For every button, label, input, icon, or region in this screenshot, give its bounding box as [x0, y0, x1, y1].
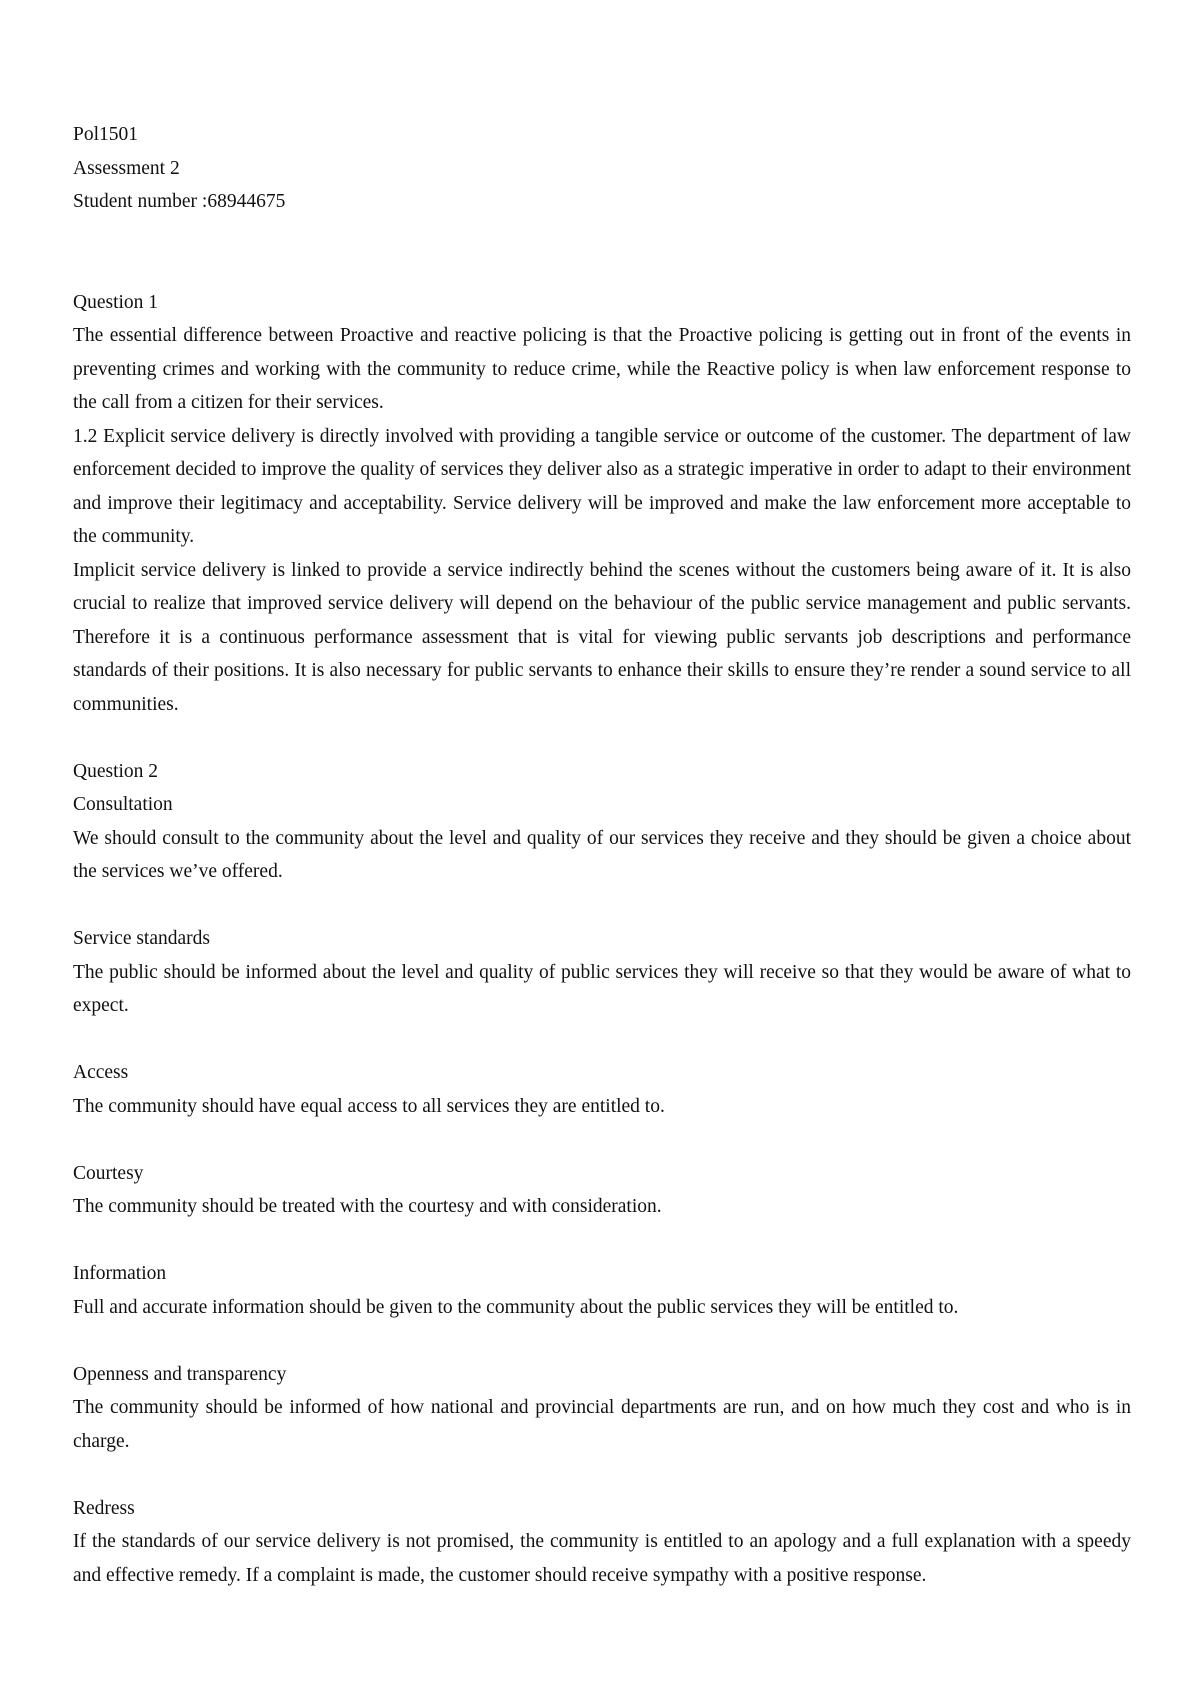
principle-text-consultation: We should consult to the community about the level and quality of our services they receive and they should be given a choice about the services we’ve offered. — [73, 827, 1131, 882]
spacer — [73, 1458, 1131, 1492]
principle-heading-access: Access — [73, 1062, 129, 1083]
principle-heading-service-standards: Service standards — [73, 928, 210, 949]
principle-heading-redress: Redress — [73, 1497, 135, 1519]
principle-text-service-standards: The public should be informed about the level and quality of public services they will receive so that they would be aware of what to expect. — [73, 961, 1131, 1016]
question-1-paragraph-3: Implicit service delivery is linked to provide a service indirectly behind the scenes without the customers being aware of it. It is also crucial to realize that improved service delivery will depend on the behaviour of the public service management and public servants. Therefore it is a continuous performance assessment that is vital for viewing public servants job descriptions and performance standards of their positions. It is also necessary for public servants to enhance their skills to ensure they’re render a sound service to all communities. — [73, 559, 1131, 715]
assessment-title: Assessment 2 — [73, 157, 180, 179]
principle-heading-openness: Openness and transparency — [73, 1363, 287, 1385]
principle-text-information: Full and accurate information should be given to the community about the public services they will be entitled to. — [73, 1296, 959, 1318]
spacer — [73, 889, 1131, 923]
principle-heading-consultation: Consultation — [73, 794, 173, 815]
principle-text-redress: If the standards of our service delivery is not promised, the community is entitled to an apology and a full explanation with a speedy and effective remedy. If a complaint is made, the customer should receive sympathy with a positive response. — [73, 1531, 1131, 1586]
question-1-paragraph-1: The essential difference between Proactive and reactive policing is that the Proactive policing is getting out in front of the events in preventing crimes and working with the community to reduce crime, while the Reactive policy is when law enforcement response to the call from a citizen for their services. — [73, 325, 1131, 413]
course-code: Pol1501 — [73, 124, 139, 145]
principle-heading-courtesy: Courtesy — [73, 1162, 144, 1184]
question-2-title: Question 2 — [73, 760, 159, 782]
spacer — [73, 1123, 1131, 1157]
principle-text-courtesy: The community should be treated with the courtesy and with consideration. — [73, 1196, 662, 1217]
spacer — [73, 1023, 1131, 1057]
question-1-title: Question 1 — [73, 291, 159, 313]
spacer — [73, 721, 1131, 755]
document-page — [73, 118, 1131, 1592]
question-1-paragraph-2: 1.2 Explicit service delivery is directly involved with providing a tangible service or outcome of the customer. The department of law enforcement decided to improve the quality of services they deliver also as a strategic imperative in order to adapt to their environment and improve their legitimacy and acceptability. Service delivery will be improved and make the law enforcement more acceptable to the community. — [73, 425, 1131, 547]
spacer — [73, 219, 1131, 286]
spacer — [73, 1324, 1131, 1358]
student-number: Student number :68944675 — [73, 191, 286, 212]
principle-heading-information: Information — [73, 1263, 167, 1284]
spacer — [73, 1224, 1131, 1258]
principle-text-access: The community should have equal access to all services they are entitled to. — [73, 1095, 665, 1117]
principle-text-openness: The community should be informed of how national and provincial departments are run, and on how much they cost and who is in charge. — [73, 1397, 1131, 1452]
